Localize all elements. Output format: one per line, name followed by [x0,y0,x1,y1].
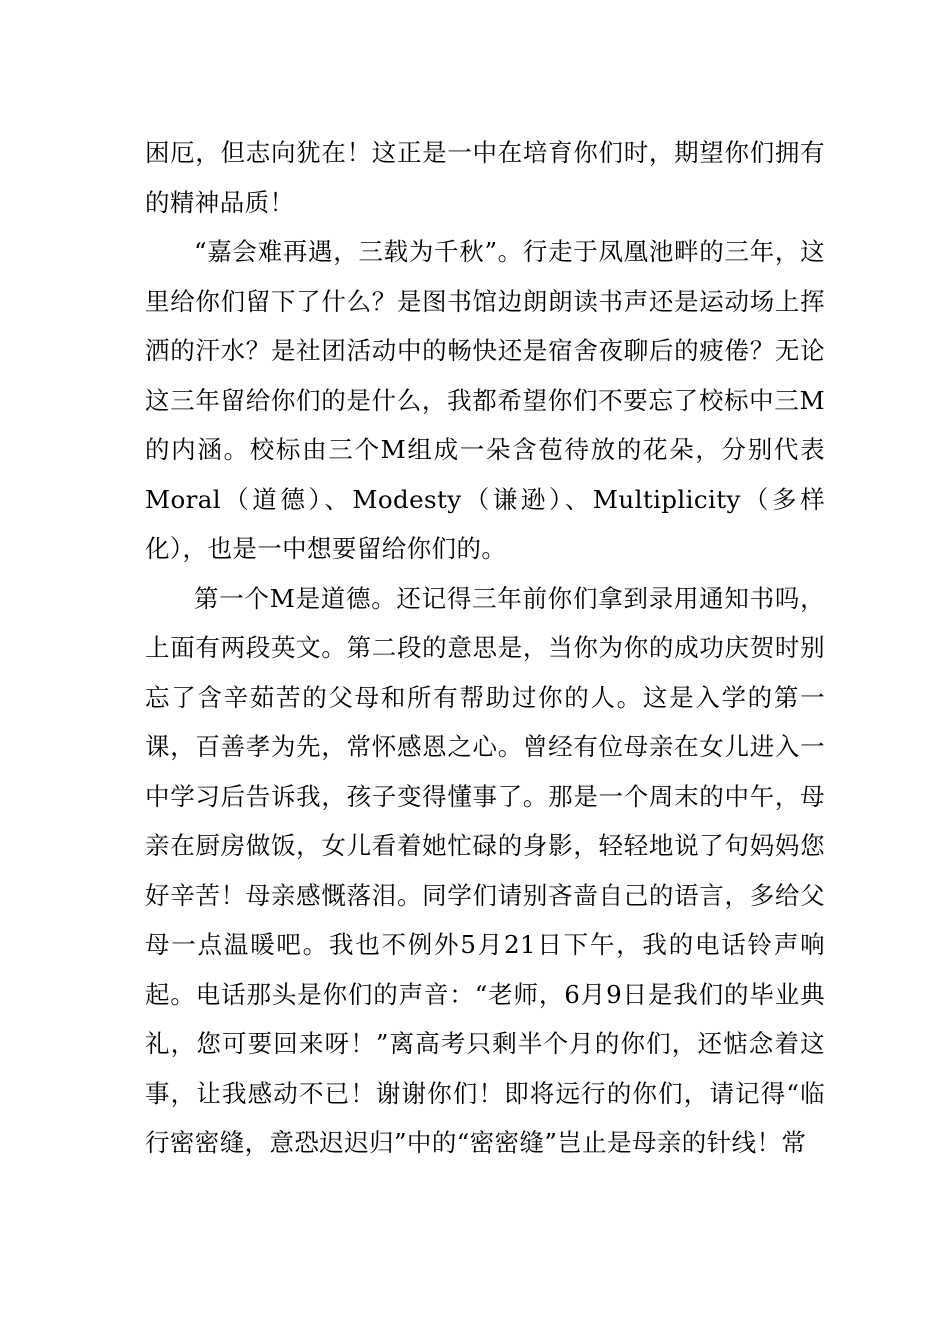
paragraph-2: “嘉会难再遇，三载为千秋”。行走于凤凰池畔的三年，这里给你们留下了什么？是图书馆边朗朗读书声还是运动场上挥洒的汗水？是社团活动中的畅快还是宿舍夜聊后的疲倦？无论这三年留给你们的是什么，我都希望你们不要忘了校标中三M的内涵。校标由三个M组成一朵含苞待放的花朵，分别代表Moral（道德）、Modesty（谦逊）、Multiplicity（多样化），也是一中想要留给你们的。 [145,237,825,563]
paragraph-3: 第一个M是道德。还记得三年前你们拿到录用通知书吗，上面有两段英文。第二段的意思是，当你为你的成功庆贺时别忘了含辛茹苦的父母和所有帮助过你的人。这是入学的第一课，百善孝为先，常怀感恩之心。曾经有位母亲在女儿进入一中学习后告诉我，孩子变得懂事了。那是一个周末的中午，母亲在厨房做饭，女儿看着她忙碌的身影，轻轻地说了句妈妈您好辛苦！母亲感慨落泪。同学们请别吝啬自己的语言，多给父母一点温暖吧。我也不例外5月21日下午，我的电话铃声响起。电话那头是你们的声音：“老师，6月9日是我们的毕业典礼，您可要回来呀！”离高考只剩半个月的你们，还惦念着这事，让我感动不已！谢谢你们！即将远行的你们，请记得“临行密密缝，意恐迟迟归”中的“密密缝”岂止是母亲的针线！常 [145,583,825,1157]
document-body [145,128,825,1168]
paragraph-1: 困厄，但志向犹在！这正是一中在培育你们时，期望你们拥有的精神品质！ [145,138,825,217]
